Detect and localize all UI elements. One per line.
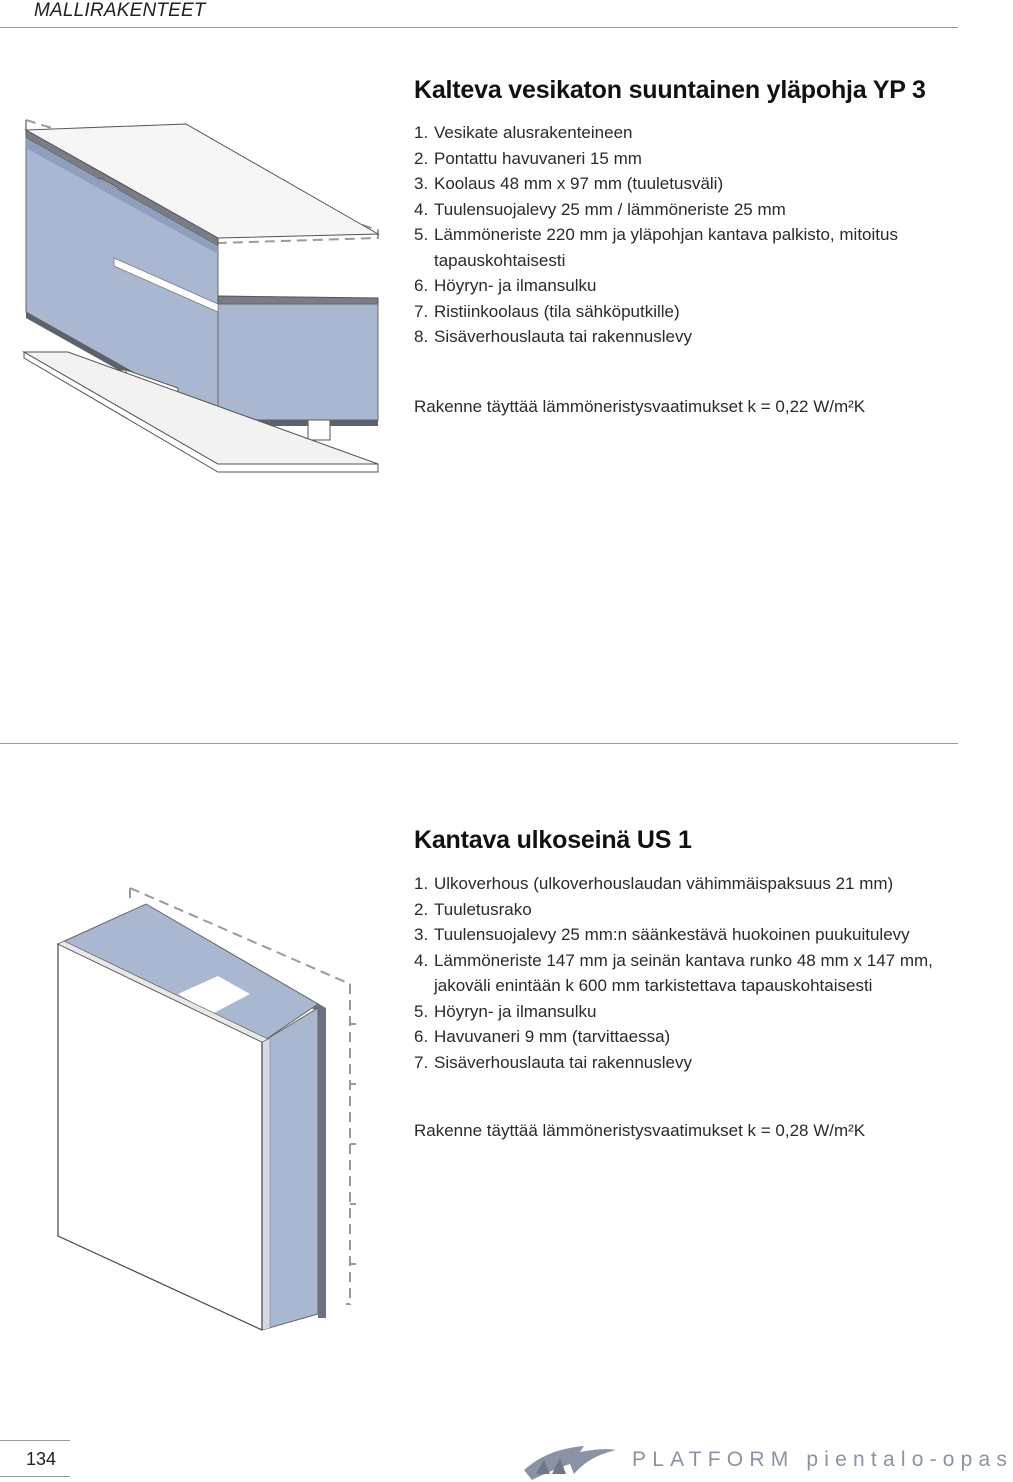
list-item: 7. Ristiinkoolaus (tila sähköputkille) (414, 301, 680, 321)
roof-structure-illustration (18, 108, 388, 480)
list-item: 2. Tuuletusrako (414, 899, 532, 919)
wall-section (414, 826, 954, 1075)
section-divider (0, 743, 958, 744)
brand-name: PLATFORM pientalo-opas (632, 1448, 1013, 1471)
section-header-label: MALLIRAKENTEET (34, 0, 206, 21)
list-item: 1. Ulkoverhous (ulkoverhouslaudan vähimmäispaksuus 21 mm) (414, 874, 894, 893)
platform-logo-icon (522, 1440, 618, 1480)
list-item: 7. Sisäverhouslauta tai rakennuslevy (414, 1052, 692, 1072)
list-item: 2. Pontattu havuvaneri 15 mm (414, 148, 642, 168)
list-item: 1. Vesikate alusrakenteineen (414, 123, 633, 142)
list-item: 4. Lämmöneriste 147 mm ja seinän kantava runko 48 mm x 147 mm, jakoväli enintään k 600 mm tarkistettava tapauskohtaisesti (414, 950, 933, 995)
page-number: 134 (26, 1449, 57, 1469)
list-item: 6. Höyryn- ja ilmansulku (414, 276, 597, 295)
wall-structure-illustration (50, 884, 380, 1354)
header-divider (0, 27, 958, 28)
footer-page-rule-top (0, 1440, 70, 1441)
wall-requirement-text: Rakenne täyttää lämmöneristysvaatimukset k = 0,28 W/m²K (414, 1121, 866, 1140)
wall-section-title: Kantava ulkoseinä US 1 (414, 826, 692, 854)
roof-section-title: Kalteva vesikaton suuntainen yläpohja YP 3 (414, 76, 926, 104)
list-item: 8. Sisäverhouslauta tai rakennuslevy (414, 327, 692, 346)
footer-page-rule-bottom (0, 1476, 70, 1477)
roof-requirement-text: Rakenne täyttää lämmöneristysvaatimukset k = 0,22 W/m²K (414, 397, 866, 416)
list-item: 3. Tuulensuojalevy 25 mm:n säänkestävä huokoinen puukuitulevy (414, 925, 910, 944)
wall-layer-list (414, 871, 954, 1075)
list-item: 5. Höyryn- ja ilmansulku (414, 1001, 597, 1021)
list-item: 4. Tuulensuojalevy 25 mm / lämmöneriste 25 mm (414, 199, 786, 219)
list-item: 5. Lämmöneriste 220 mm ja yläpohjan kantava palkisto, mitoitus tapauskohtaisesti (414, 225, 898, 270)
roof-layer-list (414, 120, 954, 350)
roof-section (414, 76, 954, 350)
list-item: 6. Havuvaneri 9 mm (tarvittaessa) (414, 1027, 671, 1046)
list-item: 3. Koolaus 48 mm x 97 mm (tuuletusväli) (414, 174, 724, 193)
